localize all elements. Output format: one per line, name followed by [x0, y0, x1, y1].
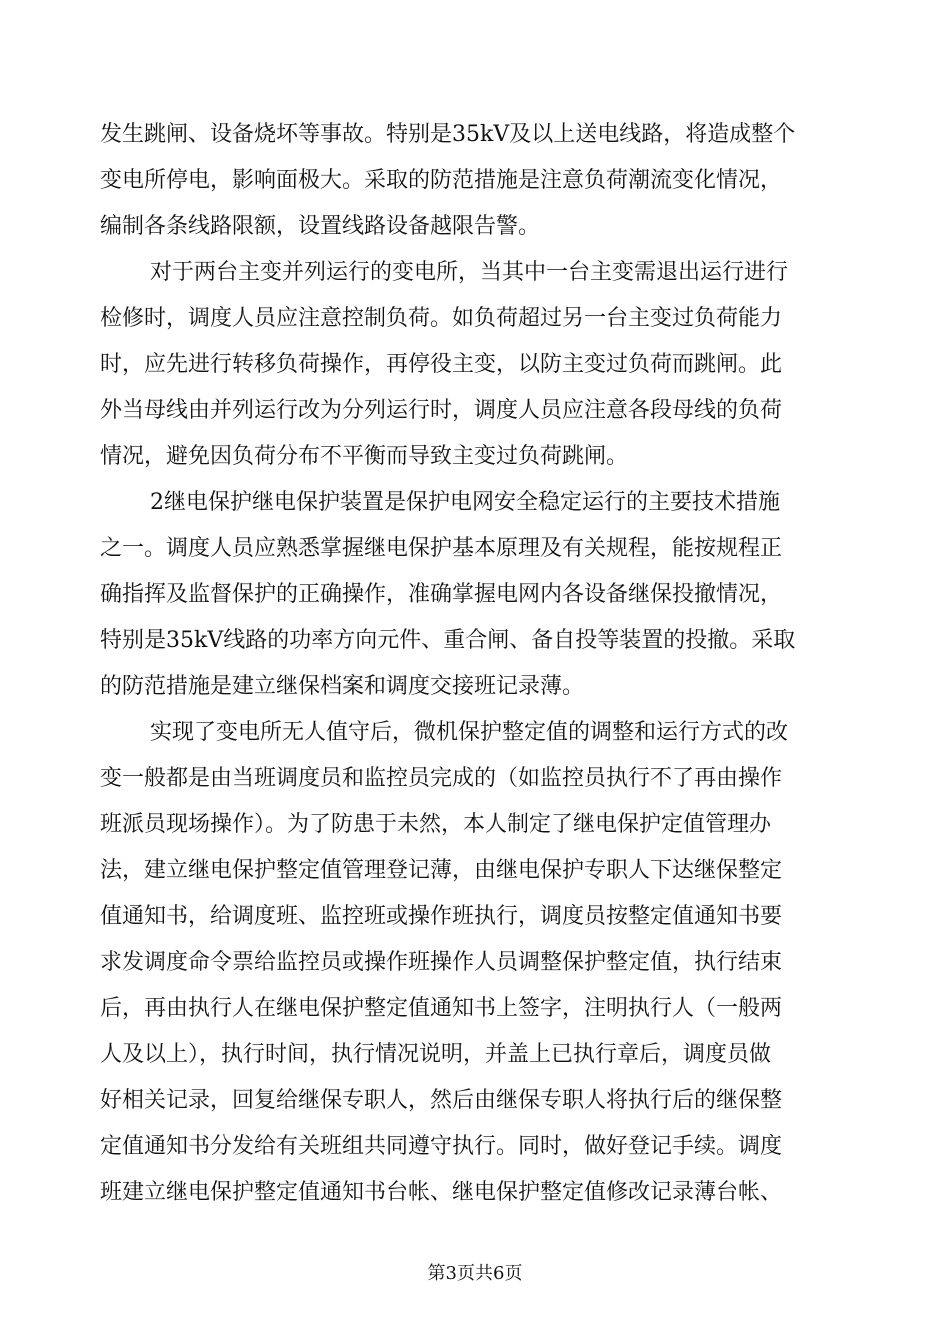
text-line: 求发调度命令票给监控员或操作班操作人员调整保护整定值，执行结束 [100, 950, 783, 975]
text-line: 后，再由执行人在继电保护整定值通知书上签字，注明执行人（一般两 [100, 996, 783, 1021]
text-line: 确指挥及监督保护的正确操作，准确掌握电网内各设备继保投撤情况， [100, 582, 783, 607]
text-line: 值通知书，给调度班、监控班或操作班执行，调度员按整定值通知书要 [100, 904, 783, 929]
text-line: 班派员现场操作）。为了防患于未然，本人制定了继电保护定值管理办 [100, 812, 772, 837]
text-line: 变一般都是由当班调度员和监控员完成的（如监控员执行不了再由操作 [100, 766, 783, 791]
text-line: 的防范措施是建立继保档案和调度交接班记录薄。 [100, 674, 585, 699]
text-line: 时，应先进行转移负荷操作，再停役主变，以防主变过负荷而跳闸。此 [100, 352, 783, 377]
paragraph [100, 250, 860, 480]
text-line: 变电所停电，影响面极大。采取的防范措施是注意负荷潮流变化情况， [100, 168, 783, 193]
text-line: 好相关记录，回复给继保专职人，然后由继保专职人将执行后的继保整 [100, 1088, 783, 1113]
text-line: 之一。调度人员应熟悉掌握继电保护基本原理及有关规程，能按规程正 [100, 536, 783, 561]
text-line: 2继电保护继电保护装置是保护电网安全稳定运行的主要技术措施 [150, 490, 780, 515]
text-line: 人及以上），执行时间，执行情况说明，并盖上已执行章后，调度员做 [100, 1042, 772, 1067]
text-line: 特别是35kV线路的功率方向元件、重合闸、备自投等装置的投撤。采取 [100, 628, 796, 653]
text-line: 实现了变电所无人值守后，微机保护整定值的调整和运行方式的改 [150, 720, 789, 745]
text-line: 检修时，调度人员应注意控制负荷。如负荷超过另一台主变过负荷能力 [100, 306, 783, 331]
text-line: 发生跳闸、设备烧坏等事故。特别是35kV及以上送电线路，将造成整个 [100, 122, 796, 147]
text-line: 班建立继电保护整定值通知书台帐、继电保护整定值修改记录薄台帐、 [100, 1180, 783, 1205]
page-footer: 第3页共6页 [427, 1263, 523, 1284]
text-line: 情况，避免因负荷分布不平衡而导致主变过负荷跳闸。 [100, 444, 629, 469]
text-line: 外当母线由并列运行改为分列运行时，调度人员应注意各段母线的负荷 [100, 398, 783, 423]
document-body [100, 112, 860, 1216]
paragraph [100, 710, 860, 1216]
text-line: 法，建立继电保护整定值管理登记薄，由继电保护专职人下达继保整定 [100, 858, 783, 883]
text-line: 定值通知书分发给有关班组共同遵守执行。同时，做好登记手续。调度 [100, 1134, 783, 1159]
paragraph [100, 112, 860, 250]
text-line: 对于两台主变并列运行的变电所，当其中一台主变需退出运行进行 [150, 260, 789, 285]
text-line: 编制各条线路限额，设置线路设备越限告警。 [100, 214, 541, 239]
paragraph [100, 480, 860, 710]
